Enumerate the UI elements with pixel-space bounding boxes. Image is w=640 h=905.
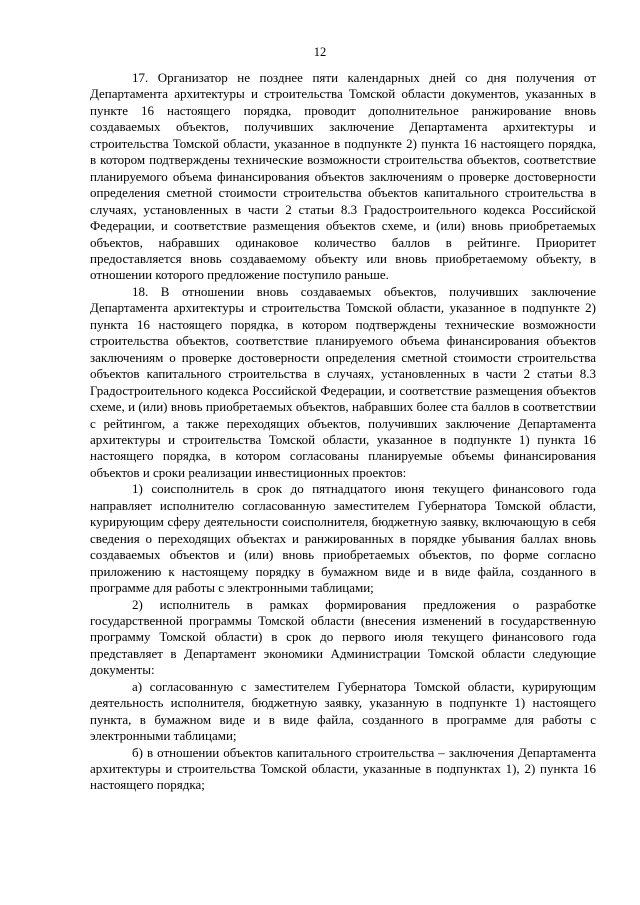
- paragraph-item-18: 18. В отношении вновь создаваемых объектов, получивших заключение Департамента архитектуры и строительства Томской области, указанное в подпункте 2) пункта 16 настоящего порядка, в котором подтверждены технические возможности строительства объектов, соответствие планируемого объема финансирования объектов заключениям о проверке достоверности определения сметной стоимости строительства объектов капитального строительства в случаях, установленных в части 2 статьи 8.3 Градостроительного кодекса Российской Федерации, и соответствие размещения объектов схеме, и (или) вновь приобретаемых объектов, набравших более ста баллов в соответствии с рейтингом, а также переходящих объектов, получивших заключение Департамента архитектуры и строительства Томской области, указанное в подпункте 1) пункта 16 настоящего порядка, в котором согласованы планируемые объемы финансирования объектов и сроки реализации инвестиционных проектов:: [90, 283, 596, 480]
- subparagraph-2: 2) исполнитель в рамках формирования предложения о разработке государственной программы Томской области (внесения изменений в государственную программу Томской области) в срок до первого июля текущего финансового года представляет в Департамент экономики Администрации Томской области следующие документы:: [90, 596, 596, 678]
- page-number: 12: [313, 45, 327, 59]
- subparagraph-1: 1) соисполнитель в срок до пятнадцатого июня текущего финансового года направляет исполнителю согласованную заместителем Губернатора Томской области, курирующим сферу деятельности соисполнителя, бюджетную заявку, включающую в себя сведения о переходящих объектах и ранжированных в порядке убывания баллах вновь создаваемых объектов и (или) вновь приобретаемых объектов, по форме согласно приложению к настоящему порядку в бумажном виде и в виде файла, созданного в программе для работы с электронными таблицами;: [90, 481, 596, 596]
- document-body: [90, 70, 596, 794]
- subparagraph-2a: а) согласованную с заместителем Губернатора Томской области, курирующим деятельность исполнителя, бюджетную заявку, указанную в подпункте 1) настоящего пункта, в бумажном виде и в виде файла, созданного в программе для работы с электронными таблицами;: [90, 678, 596, 744]
- subparagraph-2b: б) в отношении объектов капитального строительства – заключения Департамента архитектуры и строительства Томской области, указанные в подпунктах 1), 2) пункта 16 настоящего порядка;: [90, 744, 596, 793]
- paragraph-item-17: 17. Организатор не позднее пяти календарных дней со дня получения от Департамента архитектуры и строительства Томской области документов, указанных в пункте 16 настоящего порядка, проводит дополнительное ранжирование вновь создаваемых объектов, получивших заключение Департамента архитектуры и строительства Томской области, указанное в подпункте 2) пункта 16 настоящего порядка, в котором подтверждены технические возможности строительства объектов, соответствие планируемого объема финансирования объектов заключениям о проверке достоверности определения сметной стоимости строительства объектов капитального строительства в случаях, установленных в части 2 статьи 8.3 Градостроительного кодекса Российской Федерации, и соответствие размещения объектов схеме, и (или) вновь приобретаемых объектов, набравших одинаковое количество баллов в рейтинге. Приоритет предоставляется вновь создаваемому объекту или вновь приобретаемому объекту, в отношении которого предложение поступило раньше.: [90, 70, 596, 283]
